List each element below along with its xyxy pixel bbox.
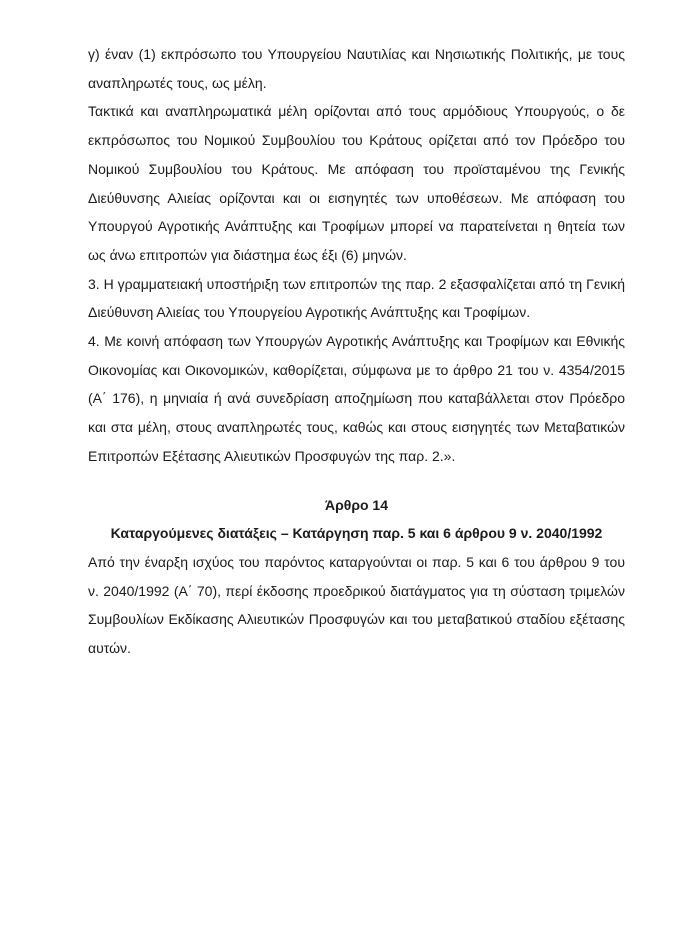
paragraph: Από την έναρξη ισχύος του παρόντος καταργούνται οι παρ. 5 και 6 του άρθρου 9 του ν. 2040/1992 (Α΄ 70), περί έκδοσης προεδρικού διατάγματος για τη σύσταση τριμελών Συμβουλίων Εκδίκασης Αλιευτικών Προσφυγών και του μεταβατικού σταδίου εξέτασης αυτών. — [88, 553, 625, 657]
blank-line — [88, 471, 625, 491]
article-heading: Καταργούμενες διατάξεις – Κατάργηση παρ. 5 και 6 άρθρου 9 ν. 2040/1992 — [110, 525, 603, 542]
paragraph: 3. Η γραμματειακή υποστήριξη των επιτροπών της παρ. 2 εξασφαλίζεται από τη Γενική Διεύθυνση Αλιείας του Υπουργείου Αγροτικής Ανάπτυξης και Τροφίμων. — [88, 275, 625, 321]
article-heading: Άρθρο 14 — [324, 496, 388, 513]
document-content — [88, 40, 625, 663]
paragraph: Τακτικά και αναπληρωματικά μέλη ορίζονται από τους αρμόδιους Υπουργούς, ο δε εκπρόσωπος του Νομικού Συμβουλίου του Κράτους ορίζεται από τον Πρόεδρο του Νομικού Συμβουλίου του Κράτους. Με απόφαση του προϊσταμένου της Γενικής Διεύθυνσης Αλιείας ορίζονται και οι εισηγητές των υποθέσεων. Με απόφαση του Υπουργού Αγροτικής Ανάπτυξης και Τροφίμων μπορεί να παρατείνεται η θητεία των ως άνω επιτροπών για διάστημα έως έξι (6) μηνών. — [88, 103, 625, 263]
paragraph: 4. Με κοινή απόφαση των Υπουργών Αγροτικής Ανάπτυξης και Τροφίμων και Εθνικής Οικονομίας και Οικονομικών, καθορίζεται, σύμφωνα με το άρθρο 21 του ν. 4354/2015 (Α΄ 176), η μηνιαία ή ανά συνεδρίαση αποζημίωση που καταβάλλεται στον Πρόεδρο και στα μέλη, στους αναπληρωτές τους, καθώς και στους εισηγητές των Μεταβατικών Επιτροπών Εξέτασης Αλιευτικών Προσφυγών της παρ. 2.». — [88, 333, 625, 464]
paragraph: γ) έναν (1) εκπρόσωπο του Υπουργείου Ναυτιλίας και Νησιωτικής Πολιτικής, με τους αναπληρωτές τους, ως μέλη. — [88, 46, 625, 91]
